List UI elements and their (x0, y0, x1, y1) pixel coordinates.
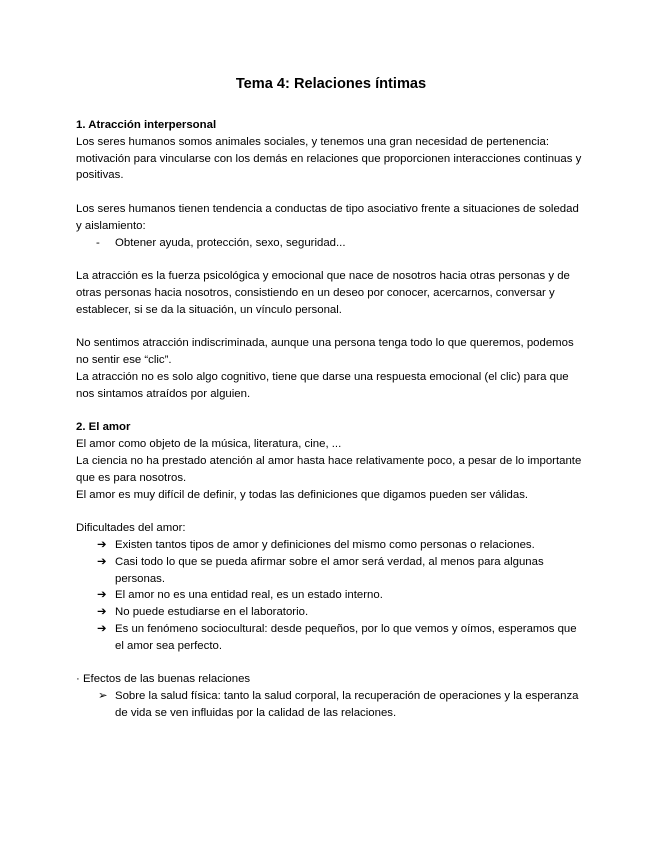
dash-bullet: - (96, 236, 100, 249)
effects-list (76, 688, 586, 722)
arrow-bullet-icon: ➔ (97, 622, 107, 635)
section-2-paragraph-1: El amor como objeto de la música, literatura, cine, ... (76, 438, 342, 451)
list-item (76, 688, 586, 722)
list-item-text: Casi todo lo que se pueda afirmar sobre el amor será verdad, al menos para algunas personas. (115, 555, 544, 585)
section-1-paragraph-2: Los seres humanos tienen tendencia a conductas de tipo asociativo frente a situaciones de soledad y aislamiento: (76, 202, 579, 232)
list-item (76, 235, 586, 252)
document-page (76, 74, 586, 722)
list-item (76, 537, 586, 554)
section-1-list (76, 235, 586, 252)
section-1-paragraph-4: No sentimos atracción indiscriminada, aunque una persona tenga todo lo que queremos, podemos no sentir ese “clic”. (76, 337, 574, 367)
arrow-bullet-icon: ➔ (97, 606, 107, 619)
effects-label: · Efectos de las buenas relaciones (76, 673, 251, 686)
arrow-bullet-icon: ➔ (97, 589, 107, 602)
difficulties-label: Dificultades del amor: (76, 522, 186, 535)
spacer (76, 655, 586, 672)
list-item-text: Obtener ayuda, protección, sexo, seguridad... (115, 236, 346, 249)
arrow-bullet-icon: ➔ (97, 555, 107, 568)
section-1-paragraph-5: La atracción no es solo algo cognitivo, tiene que darse una respuesta emocional (el clic) para que nos sintamos atraídos por alguien. (76, 370, 569, 400)
section-1-paragraph-3: La atracción es la fuerza psicológica y emocional que nace de nosotros hacia otras personas y de otras personas hacia nosotros, consistiendo en un deseo por conocer, acercarnos, conversar y establecer, si se da la situación, un vínculo personal. (76, 270, 570, 316)
section-2-heading: 2. El amor (76, 421, 131, 434)
section-1-heading: 1. Atracción interpersonal (76, 119, 217, 131)
list-item-text: Es un fenómeno sociocultural: desde pequeños, por lo que vemos y oímos, esperamos que el amor sea perfecto. (115, 622, 577, 652)
list-item (76, 604, 586, 621)
section-2-paragraph-2: La ciencia no ha prestado atención al amor hasta hace relativamente poco, a pesar de lo importante que es para nosotros. (76, 454, 582, 484)
list-item (76, 554, 586, 588)
spacer (76, 403, 586, 420)
spacer (76, 503, 586, 520)
spacer (76, 251, 586, 268)
list-item (76, 587, 586, 604)
document-title: Tema 4: Relaciones íntimas (235, 76, 427, 92)
list-item-text: No puede estudiarse en el laboratorio. (115, 606, 309, 619)
section-1-paragraph-1: Los seres humanos somos animales sociales, y tenemos una gran necesidad de pertenencia: motivación para vincularse con los demás en relaciones que proporcionen interacciones continuas y positivas. (76, 135, 582, 182)
spacer (76, 184, 586, 201)
list-item-text: Sobre la salud física: tanto la salud corporal, la recuperación de operaciones y la esperanza de vida se ven influidas por la calidad de las relaciones. (115, 690, 579, 719)
arrowhead-bullet-icon: ➢ (98, 690, 108, 703)
spacer (76, 319, 586, 336)
section-2-paragraph-3: El amor es muy difícil de definir, y todas las definiciones que digamos pueden ser válidas. (76, 488, 529, 501)
list-item-text: Existen tantos tipos de amor y definiciones del mismo como personas o relaciones. (115, 538, 535, 551)
list-item-text: El amor no es una entidad real, es un estado interno. (115, 589, 383, 602)
list-item (76, 621, 586, 655)
arrow-bullet-icon: ➔ (97, 538, 107, 551)
difficulties-list (76, 537, 586, 655)
